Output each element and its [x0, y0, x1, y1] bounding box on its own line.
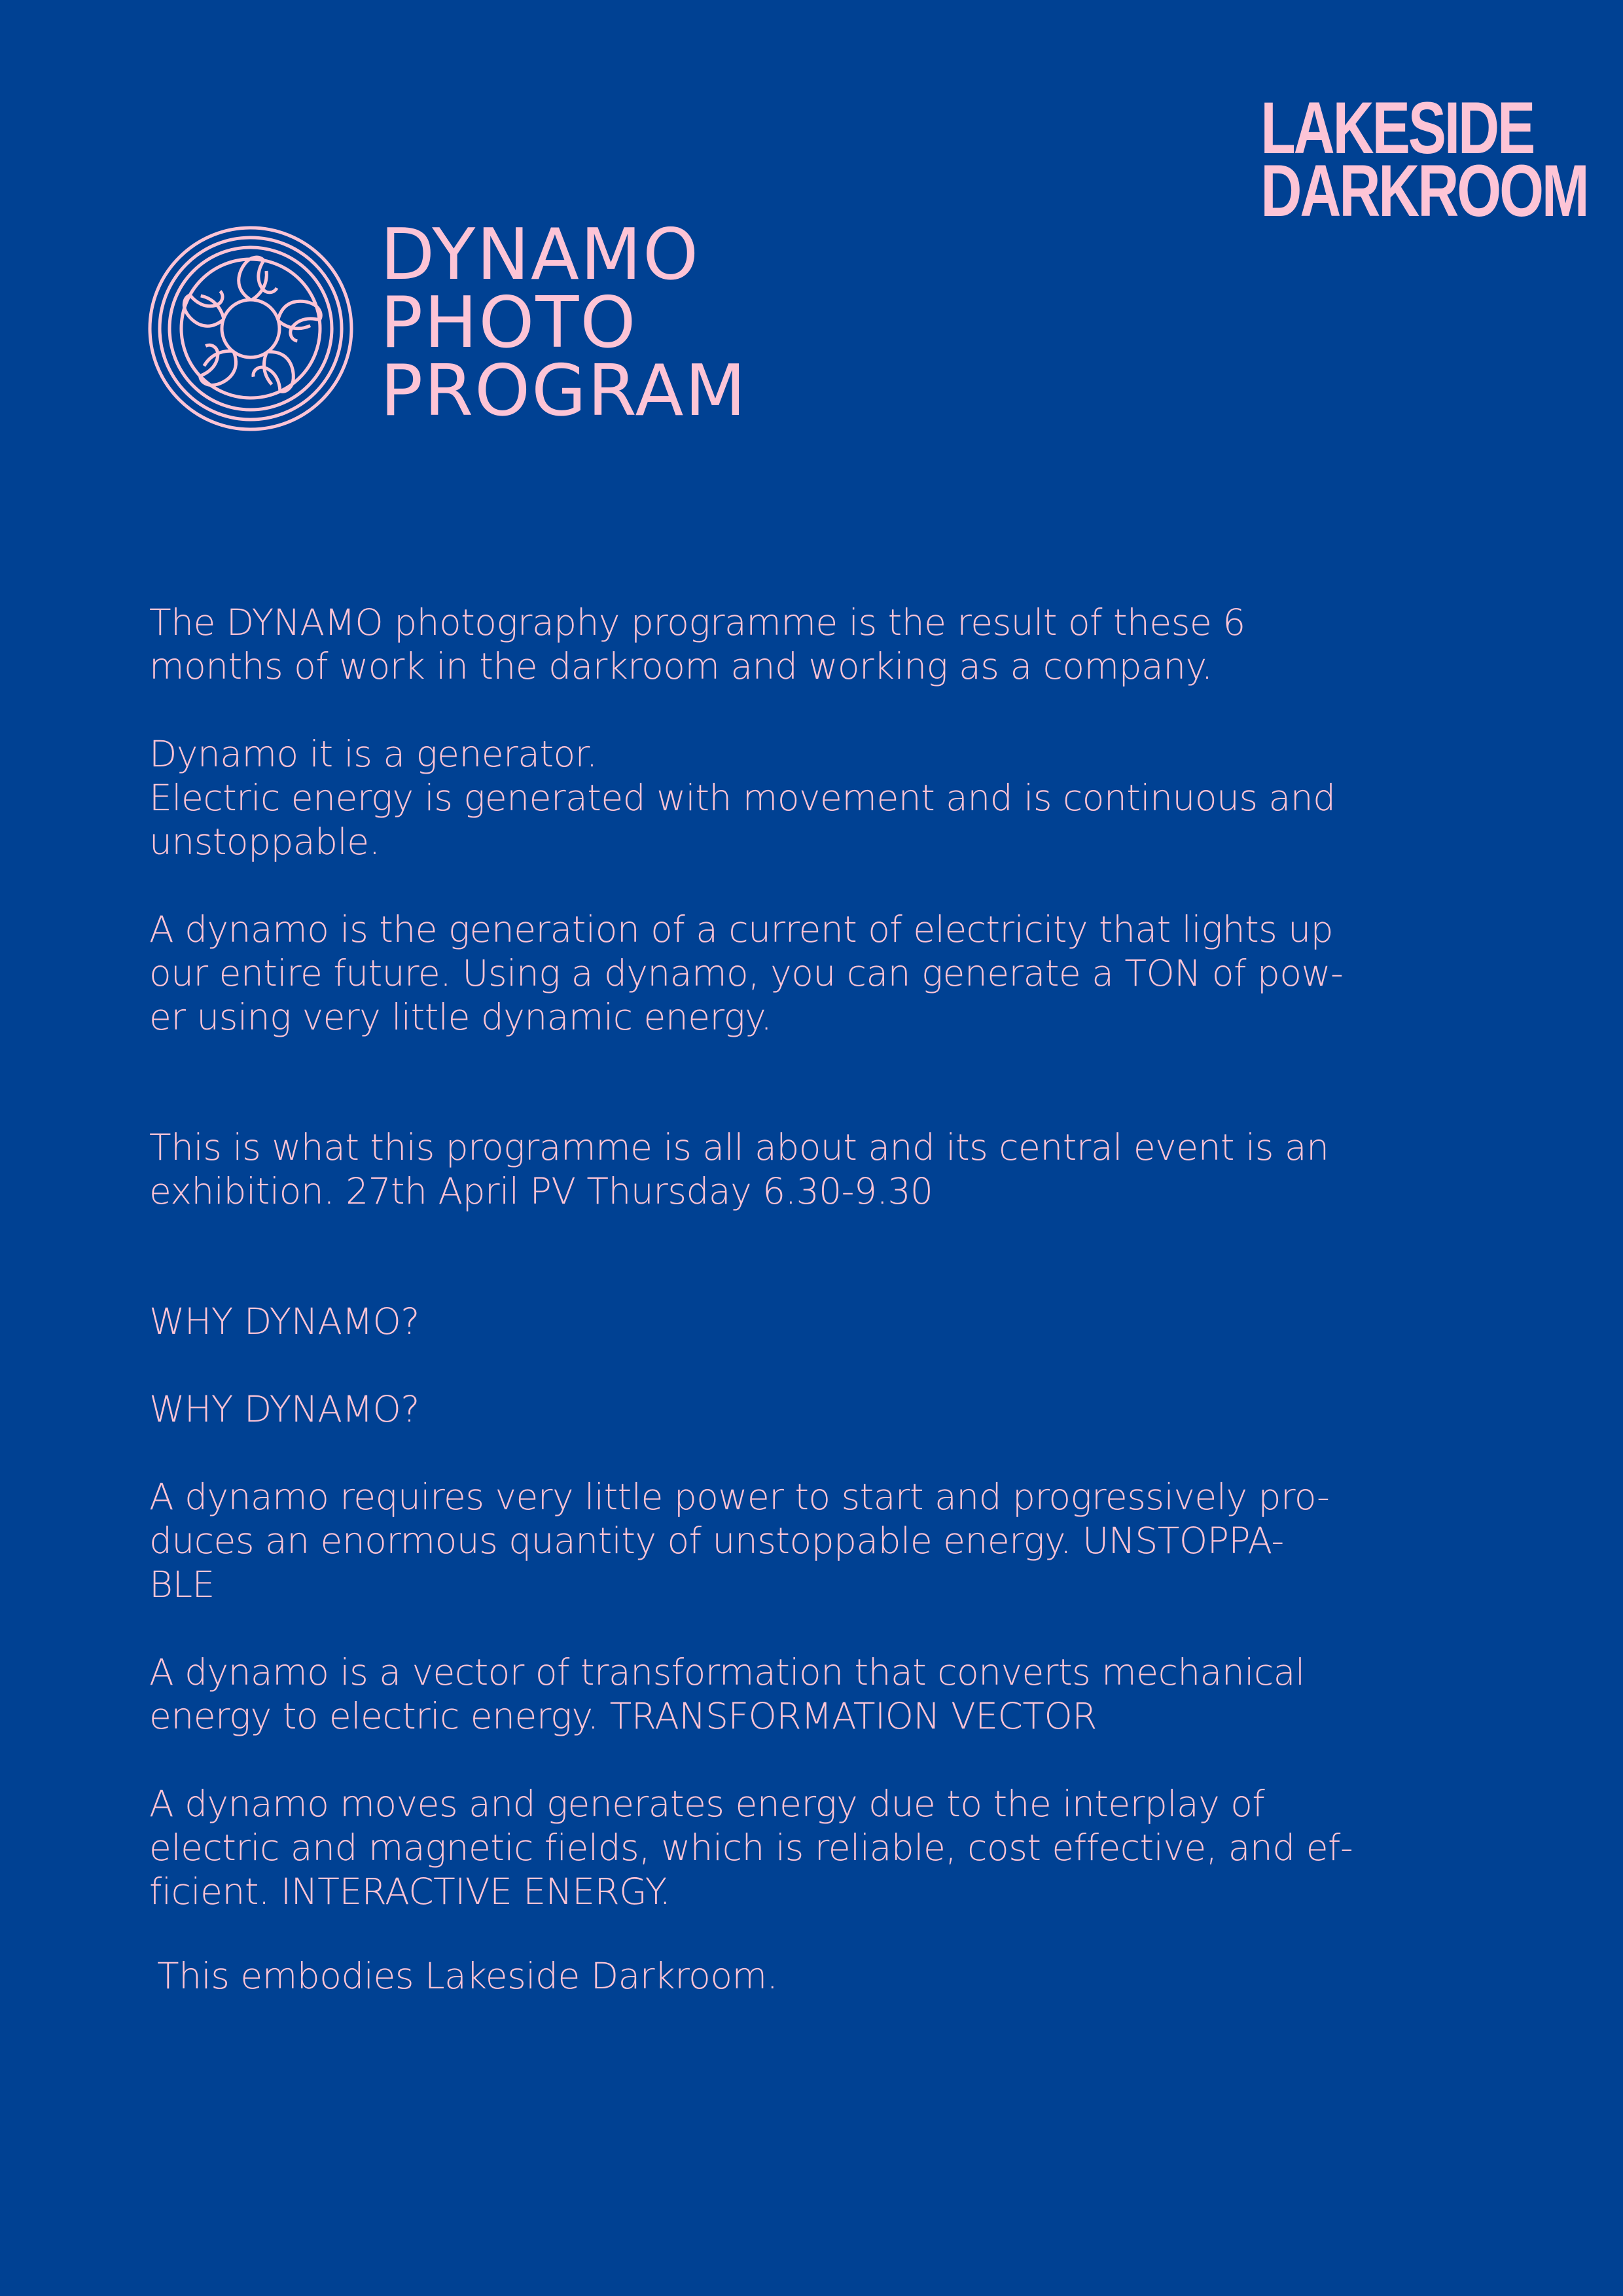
paragraph-transformation: A dynamo is a vector of transformation that converts mechanical energy to electric energy. TRANSFORMATION VECTOR	[149, 1651, 1305, 1737]
paragraph-generator: Dynamo it is a generator. Electric energy is generated with movement and is continuous and unstoppable.	[149, 733, 1336, 863]
brand-logo	[1260, 87, 1588, 232]
paragraph-current: A dynamo is the generation of a current of electricity that lights up our entire future. Using a dynamo, you can generate a TON of pow- er using very little dynamic energy.	[149, 908, 1344, 1038]
dynamo-wheel-icon	[147, 225, 354, 432]
program-title	[380, 214, 747, 432]
closing-statement: This embodies Lakeside Darkroom.	[157, 1955, 778, 1997]
paragraph-interactive-energy: A dynamo moves and generates energy due to the interplay of electric and magnetic fields, which is reliable, cost effective, and ef- ficient. INTERACTIVE ENERGY.	[149, 1783, 1353, 1912]
heading-why-dynamo-repeat: WHY DYNAMO?	[149, 1388, 419, 1430]
heading-why-dynamo: WHY DYNAMO?	[149, 1300, 419, 1342]
brand-line-2: DARKROOM	[1260, 150, 1588, 232]
paragraph-unstoppable: A dynamo requires very little power to start and progressively pro- duces an enormous quantity of unstoppable energy. UNSTOPPA- BLE	[149, 1476, 1330, 1605]
program-header	[147, 214, 802, 436]
program-title-line-2: PHOTO	[380, 282, 637, 364]
brand-line-1: LAKESIDE	[1260, 87, 1534, 169]
program-title-line-1: DYNAMO	[380, 214, 700, 296]
paragraph-intro: The DYNAMO photography programme is the result of these 6 months of work in the darkroom and working as a company.	[149, 601, 1245, 687]
program-title-line-3: PROGRAM	[380, 350, 747, 432]
paragraph-exhibition: This is what this programme is all about and its central event is an exhibition. 27th April PV Thursday 6.30-9.30	[149, 1126, 1329, 1212]
body-text	[149, 601, 1484, 1914]
